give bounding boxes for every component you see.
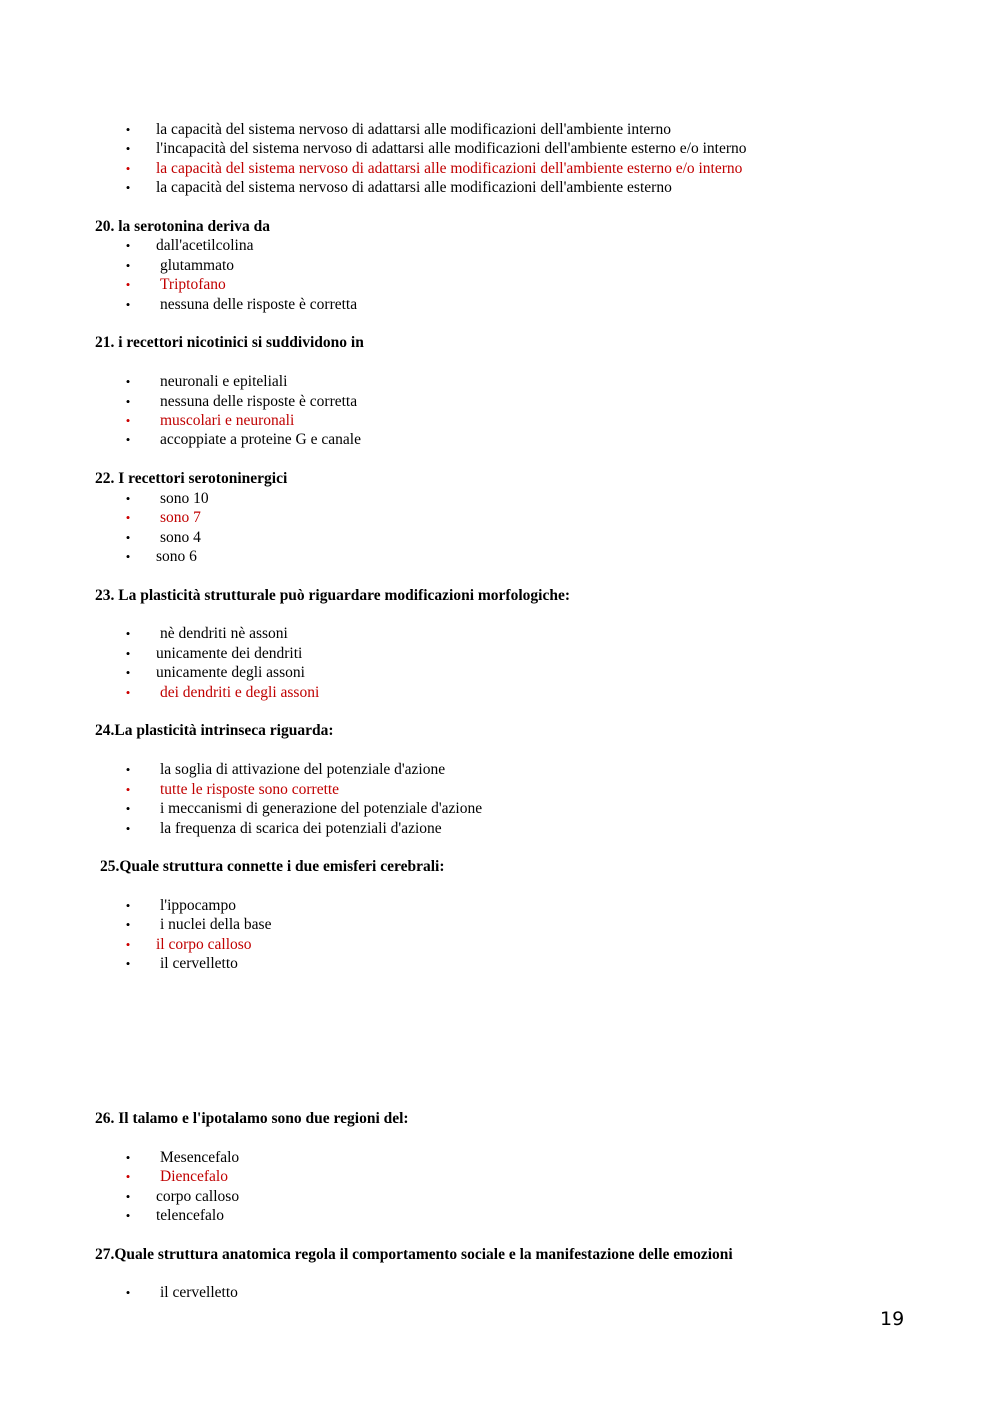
- bullet-icon: •: [125, 646, 131, 661]
- option-text: il cervelletto: [160, 1284, 238, 1301]
- option-text: la capacità del sistema nervoso di adattarsi alle modificazioni dell'ambiente esterno e/o interno: [156, 160, 743, 177]
- option-text: sono 7: [160, 509, 201, 526]
- option-text: il cervelletto: [160, 955, 238, 972]
- bullet-icon: •: [125, 297, 131, 312]
- bullet-icon: •: [125, 665, 131, 680]
- bullet-icon: •: [125, 956, 131, 971]
- option-text: sono 6: [156, 548, 197, 565]
- option-text: il corpo calloso: [156, 936, 252, 953]
- option-text: l'ippocampo: [160, 897, 236, 914]
- bullet-icon: •: [125, 374, 131, 389]
- option-text: telencefalo: [156, 1207, 224, 1224]
- bullet-icon: •: [125, 277, 131, 292]
- bullet-icon: •: [125, 238, 131, 253]
- option-text: la frequenza di scarica dei potenziali d'azione: [160, 820, 442, 837]
- option-text: la capacità del sistema nervoso di adattarsi alle modificazioni dell'ambiente esterno: [156, 179, 672, 196]
- bullet-icon: •: [125, 432, 131, 447]
- bullet-icon: •: [125, 937, 131, 952]
- page-number: 19: [880, 1308, 905, 1330]
- option-text: la capacità del sistema nervoso di adattarsi alle modificazioni dell'ambiente interno: [156, 121, 671, 138]
- option-text: sono 10: [160, 490, 209, 507]
- question-title: 22. I recettori serotoninergici: [95, 470, 288, 487]
- bullet-icon: •: [125, 685, 131, 700]
- question-title: 23. La plasticità strutturale può riguardare modificazioni morfologiche:: [95, 587, 570, 604]
- option-text: glutammato: [160, 257, 235, 274]
- option-text: Diencefalo: [160, 1168, 228, 1185]
- bullet-icon: •: [125, 821, 131, 836]
- option-text: i meccanismi di generazione del potenziale d'azione: [160, 800, 483, 817]
- bullet-icon: •: [125, 161, 131, 176]
- bullet-icon: •: [125, 898, 131, 913]
- option-text: i nuclei della base: [160, 916, 272, 933]
- option-text: nessuna delle risposte è corretta: [160, 393, 358, 410]
- bullet-icon: •: [125, 530, 131, 545]
- bullet-icon: •: [125, 122, 131, 137]
- option-text: nessuna delle risposte è corretta: [160, 296, 358, 313]
- bullet-icon: •: [125, 1169, 131, 1184]
- option-text: muscolari e neuronali: [160, 412, 295, 429]
- bullet-icon: •: [125, 491, 131, 506]
- option-text: tutte le risposte sono corrette: [160, 781, 340, 798]
- bullet-icon: •: [125, 762, 131, 777]
- option-text: unicamente degli assoni: [156, 664, 305, 681]
- option-text: dei dendriti e degli assoni: [160, 684, 320, 701]
- bullet-icon: •: [125, 801, 131, 816]
- bullet-icon: •: [125, 510, 131, 525]
- bullet-icon: •: [125, 917, 131, 932]
- bullet-icon: •: [125, 1150, 131, 1165]
- option-text: sono 4: [160, 529, 201, 546]
- bullet-icon: •: [125, 258, 131, 273]
- bullet-icon: •: [125, 549, 131, 564]
- question-title: 26. Il talamo e l'ipotalamo sono due regioni del:: [95, 1110, 409, 1127]
- bullet-icon: •: [125, 1189, 131, 1204]
- bullet-icon: •: [125, 626, 131, 641]
- bullet-icon: •: [125, 782, 131, 797]
- option-text: unicamente dei dendriti: [156, 645, 303, 662]
- option-text: dall'acetilcolina: [156, 237, 254, 254]
- bullet-icon: •: [125, 141, 131, 156]
- option-text: neuronali e epiteliali: [160, 373, 288, 390]
- option-text: accoppiate a proteine G e canale: [160, 431, 361, 448]
- question-title: 27.Quale struttura anatomica regola il comportamento sociale e la manifestazione delle emozioni: [95, 1246, 733, 1263]
- bullet-icon: •: [125, 394, 131, 409]
- option-text: l'incapacità del sistema nervoso di adattarsi alle modificazioni dell'ambiente esterno e/o interno: [156, 140, 747, 157]
- option-text: corpo calloso: [156, 1188, 240, 1205]
- bullet-icon: •: [125, 1208, 131, 1223]
- option-text: nè dendriti nè assoni: [160, 625, 288, 642]
- question-title: 20. la serotonina deriva da: [95, 218, 270, 235]
- bullet-icon: •: [125, 180, 131, 195]
- question-title: 21. i recettori nicotinici si suddividono in: [95, 334, 364, 351]
- bullet-icon: •: [125, 1285, 131, 1300]
- option-text: la soglia di attivazione del potenziale d'azione: [160, 761, 446, 778]
- bullet-icon: •: [125, 413, 131, 428]
- option-text: Mesencefalo: [160, 1149, 240, 1166]
- question-title: 24.La plasticità intrinseca riguarda:: [95, 722, 334, 739]
- question-title: 25.Quale struttura connette i due emisferi cerebrali:: [100, 858, 445, 875]
- option-text: Triptofano: [160, 276, 226, 293]
